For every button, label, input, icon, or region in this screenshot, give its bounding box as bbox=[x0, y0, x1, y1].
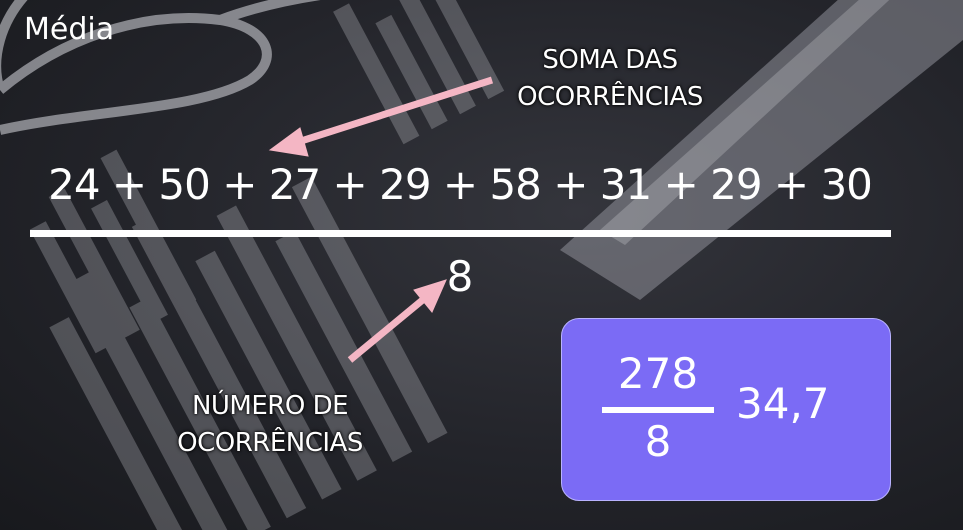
fraction-bar bbox=[30, 230, 891, 237]
sum-label-line-1: SOMA DAS bbox=[542, 45, 678, 75]
result-value: 34,7 bbox=[736, 379, 830, 428]
count-label-line-1: NÚMERO DE bbox=[191, 391, 349, 421]
result-denominator: 8 bbox=[644, 417, 672, 466]
sum-of-occurrences-label bbox=[490, 42, 730, 116]
count-value: 8 bbox=[446, 252, 474, 301]
result-box bbox=[561, 318, 891, 501]
count-label-line-2: OCORRÊNCIAS bbox=[177, 428, 363, 458]
number-of-occurrences-label bbox=[150, 388, 390, 462]
slide-title: Média bbox=[24, 12, 115, 47]
result-numerator: 278 bbox=[617, 349, 699, 398]
sum-expression: 24 + 50 + 27 + 29 + 58 + 31 + 29 + 30 bbox=[48, 160, 872, 209]
result-fraction-bar bbox=[602, 407, 714, 413]
sum-label-line-2: OCORRÊNCIAS bbox=[517, 82, 703, 112]
